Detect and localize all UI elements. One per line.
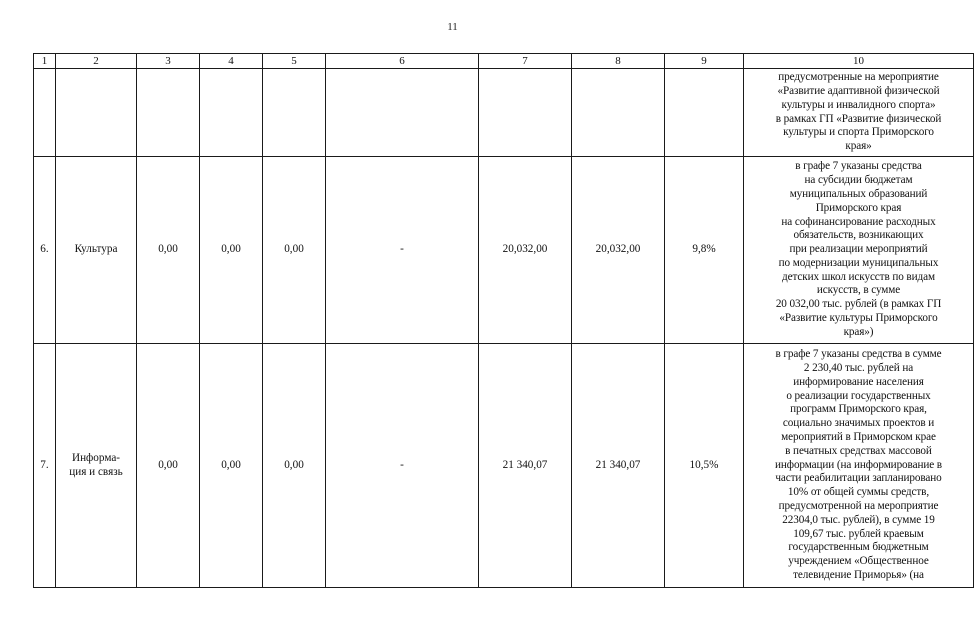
row-number: 7.: [34, 344, 56, 588]
page-number: 11: [447, 21, 458, 33]
row-description: в графе 7 указаны средства в сумме 2 230,40 тыс. рублей на информирование населения о реализации государственных программ Приморского края, социально значимых проектов и мероприятий в Приморском крае в печатных средствах массовой информации (на информирование в части реабилитации запланировано 10% от общей суммы средств, предусмотренной на мероприятие 22304,0 тыс. рублей), в сумме 19 109,67 тыс. рублей краевым государственным бюджетным учреждением «Общественное телевидение Приморья» (на: [744, 344, 974, 588]
col-header: 5: [263, 54, 326, 69]
col-header: 4: [200, 54, 263, 69]
cell-col4: 0,00: [200, 344, 263, 588]
row-number: [34, 69, 56, 157]
col-header: 2: [56, 54, 137, 69]
row-number: 6.: [34, 157, 56, 344]
cell-col3: 0,00: [137, 344, 200, 588]
table-row: [34, 69, 974, 157]
cell-col5: 0,00: [263, 157, 326, 344]
cell-col9: 10,5%: [665, 344, 744, 588]
col-header: 6: [326, 54, 479, 69]
cell-col9: [665, 69, 744, 157]
cell-col3: [137, 69, 200, 157]
cell-col8: 20,032,00: [572, 157, 665, 344]
cell-col8: 21 340,07: [572, 344, 665, 588]
cell-col6: -: [326, 157, 479, 344]
col-header: 10: [744, 54, 974, 69]
row-category: Информа- ция и связь: [56, 344, 137, 588]
cell-col5: [263, 69, 326, 157]
table-row: [34, 344, 974, 588]
data-table: [33, 53, 974, 588]
cell-col9: 9,8%: [665, 157, 744, 344]
row-description: предусмотренные на мероприятие «Развитие адаптивной физической культуры и инвалидного спорта» в рамках ГП «Развитие физической культуры и спорта Приморского края»: [744, 69, 974, 157]
col-header: 9: [665, 54, 744, 69]
cell-col4: [200, 69, 263, 157]
cell-col4: 0,00: [200, 157, 263, 344]
row-description: в графе 7 указаны средства на субсидии бюджетам муниципальных образований Приморского края на софинансирование расходных обязательств, возникающих при реализации мероприятий по модернизации муниципальных детских школ искусств по видам искусств, в сумме 20 032,00 тыс. рублей (в рамках ГП «Развитие культуры Приморского края»): [744, 157, 974, 344]
col-header: 1: [34, 54, 56, 69]
col-header: 7: [479, 54, 572, 69]
table-row: [34, 157, 974, 344]
col-header: 3: [137, 54, 200, 69]
cell-col7: [479, 69, 572, 157]
cell-col3: 0,00: [137, 157, 200, 344]
row-category: Культура: [56, 157, 137, 344]
row-category: [56, 69, 137, 157]
col-header: 8: [572, 54, 665, 69]
cell-col7: 20,032,00: [479, 157, 572, 344]
cell-col6: -: [326, 344, 479, 588]
cell-col8: [572, 69, 665, 157]
cell-col6: [326, 69, 479, 157]
cell-col5: 0,00: [263, 344, 326, 588]
cell-col7: 21 340,07: [479, 344, 572, 588]
header-row: [34, 54, 974, 69]
